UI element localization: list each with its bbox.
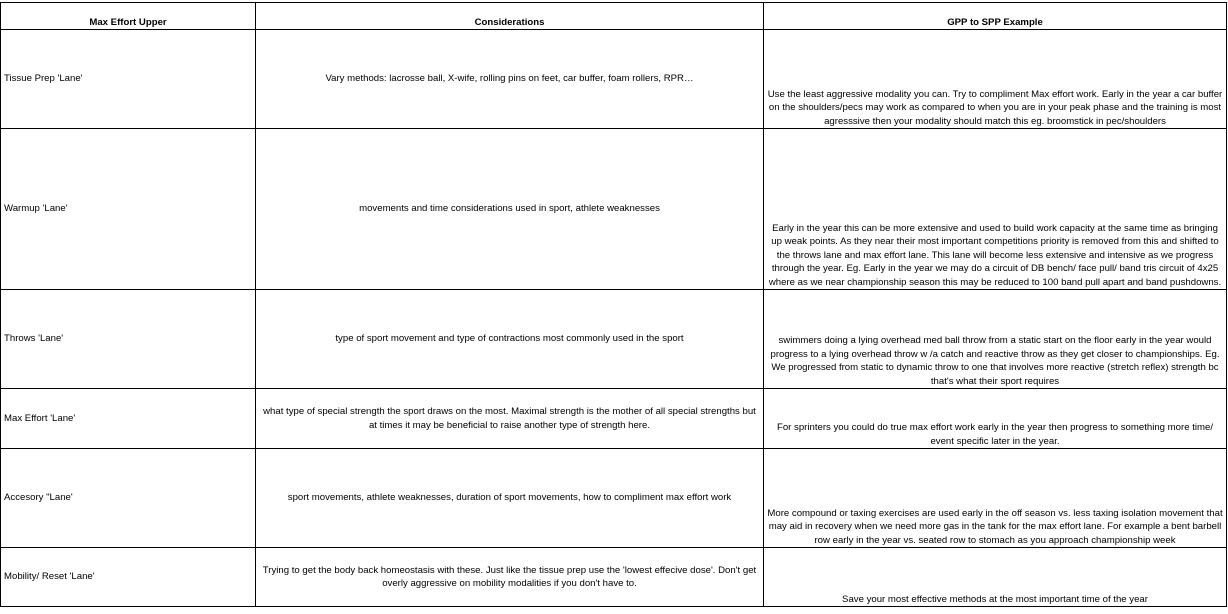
- lane-cell[interactable]: Accesory "Lane': [1, 449, 256, 548]
- example-cell[interactable]: Early in the year this can be more extensive and used to build work capacity at the same time as bringing up weak points. As they near their most important competitions priority is removed from this and shifted to the throws lane and max effort lane. This lane will become less extensive and intensive as we progress through the year. Eg. Early in the year we may do a circuit of DB bench/ face pull/ band tris circuit of 4x25 where as we near championship season this may be reduced to 100 band pull apart and band pushdowns.: [764, 129, 1227, 290]
- considerations-cell[interactable]: Trying to get the body back homeostasis with these. Just like the tissue prep use the 'lowest effecive dose'. Don't get overly aggressive on mobility modalities if you don't have to.: [256, 548, 764, 607]
- column-header-considerations[interactable]: Considerations: [256, 3, 764, 30]
- table-row: [1, 290, 1227, 389]
- table-row: [1, 389, 1227, 449]
- lane-cell[interactable]: Max Effort 'Lane': [1, 389, 256, 449]
- example-cell[interactable]: swimmers doing a lying overhead med ball throw from a static start on the floor early in the year would progress to a lying overhead throw w /a catch and reactive throw as they get closer to championships. Eg. We progressed from static to dynamic throw to one that involves more reactive (stretch reflex) strength bc that's what their sport requires: [764, 290, 1227, 389]
- example-cell[interactable]: Use the least aggressive modality you can. Try to compliment Max effort work. Early in the year a car buffer on the shoulders/pecs may work as compared to when you are in your peak phase and the training is most agresssive then your modality should match this eg. broomstick in pec/shoulders: [764, 30, 1227, 129]
- spreadsheet-table: [0, 2, 1227, 607]
- sheet-title[interactable]: Max Effort Upper: [1, 3, 256, 30]
- lane-cell[interactable]: Throws 'Lane': [1, 290, 256, 389]
- considerations-cell[interactable]: sport movements, athlete weaknesses, duration of sport movements, how to compliment max effort work: [256, 449, 764, 548]
- example-cell[interactable]: More compound or taxing exercises are used early in the off season vs. less taxing isolation movement that may aid in recovery when we need more gas in the tank for the max effort lane. For example a bent barbell row early in the year vs. seated row to stomach as you approach championship week: [764, 449, 1227, 548]
- lane-cell[interactable]: Tissue Prep 'Lane': [1, 30, 256, 129]
- example-cell[interactable]: For sprinters you could do true max effort work early in the year then progress to something more time/ event specific later in the year.: [764, 389, 1227, 449]
- table-row: [1, 449, 1227, 548]
- example-cell[interactable]: Save your most effective methods at the most important time of the year: [764, 548, 1227, 607]
- considerations-cell[interactable]: type of sport movement and type of contractions most commonly used in the sport: [256, 290, 764, 389]
- table-row: [1, 129, 1227, 290]
- table-row: [1, 548, 1227, 607]
- lane-cell[interactable]: Warmup 'Lane': [1, 129, 256, 290]
- lane-cell[interactable]: Mobility/ Reset 'Lane': [1, 548, 256, 607]
- considerations-cell[interactable]: Vary methods: lacrosse ball, X-wife, rolling pins on feet, car buffer, foam rollers, RPR…: [256, 30, 764, 129]
- table-row: [1, 30, 1227, 129]
- considerations-cell[interactable]: movements and time considerations used in sport, athlete weaknesses: [256, 129, 764, 290]
- column-header-example[interactable]: GPP to SPP Example: [764, 3, 1227, 30]
- considerations-cell[interactable]: what type of special strength the sport draws on the most. Maximal strength is the mother of all special strengths but at times it may be beneficial to raise another type of strength here.: [256, 389, 764, 449]
- header-row: [1, 3, 1227, 30]
